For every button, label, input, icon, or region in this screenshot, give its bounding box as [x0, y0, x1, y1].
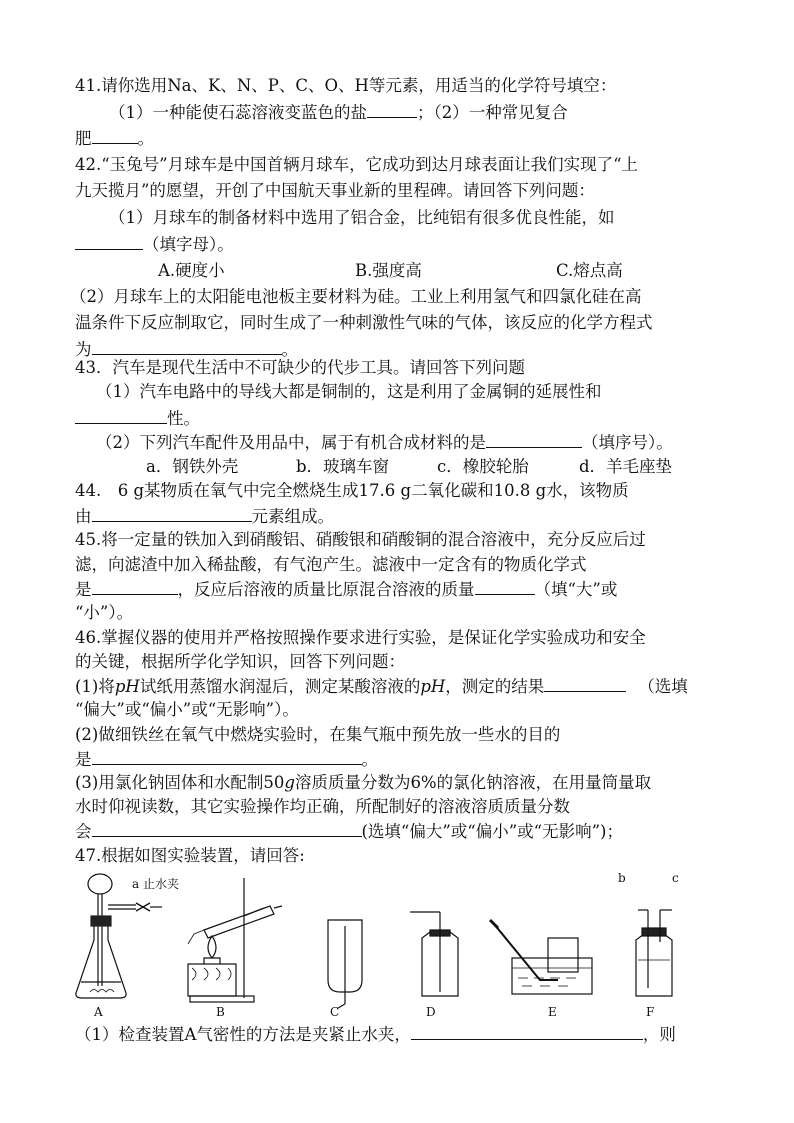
q46-line2: 的关键，根据所学化学知识，回答下列问题：: [75, 652, 405, 671]
q42-blank1[interactable]: [75, 234, 143, 250]
q44-blank[interactable]: [92, 506, 252, 522]
q46-part3-line1: [75, 773, 651, 793]
figure-label-a: A: [94, 1005, 103, 1018]
q43-blank2[interactable]: [486, 432, 582, 448]
q46-part1-lead: (1)将: [75, 677, 115, 696]
q46-ph-term: pH: [114, 677, 140, 696]
q45-line2: 滤，向滤渣中加入稀盐酸，有气泡产生。滤液中一定含有的物质化学式: [75, 555, 587, 574]
q46-part1-result: ，测定的结果: [445, 677, 545, 696]
q42-blank2[interactable]: [92, 339, 282, 355]
q41-blank2[interactable]: [92, 128, 138, 144]
figure-label-c: C: [330, 1005, 340, 1018]
q41-part2-lead: 肥: [75, 129, 92, 148]
port-b-label: b: [618, 871, 626, 885]
q45-blank2[interactable]: [475, 579, 535, 595]
q46-part3-lead: (3)用氯化钠固体和水配制50: [75, 773, 285, 792]
port-c-label: c: [672, 871, 679, 885]
q47-blank1[interactable]: [411, 1024, 643, 1040]
q46-part2-line2: [75, 749, 378, 770]
q44-lead: 由: [75, 507, 92, 526]
q45-lead: 是: [75, 580, 92, 599]
q41-part2-end: 。: [137, 129, 154, 148]
q43-part1: （1）汽车电路中的导线大都是铜制的，这是利用了金属铜的延展性和: [96, 382, 602, 401]
q43-option-c: c．橡胶轮胎: [437, 457, 529, 476]
apparatus-a-flask: [76, 874, 162, 998]
q43-part2-text: （2）下列汽车配件及用品中，属于有机合成材料的是: [96, 433, 486, 452]
apparatus-figure: [70, 868, 730, 1018]
q42-part1-cont: [75, 234, 234, 255]
figure-label-e: E: [548, 1005, 557, 1018]
q46-ph-term2: pH: [420, 677, 446, 696]
q44-end: 元素组成。: [251, 507, 334, 526]
q45-line1: 45.将一定量的铁加入到硝酸铝、硝酸银和硝酸铜的混合溶液中，充分反应后过: [75, 530, 646, 549]
q44-answer-line: [75, 506, 334, 527]
q46-part1: [75, 676, 688, 697]
q46-part1-choose: （选填: [638, 677, 688, 696]
clamp-a-label: a 止水夹: [132, 877, 179, 891]
q46-part1-text: 试纸用蒸馏水润湿后，测定某酸溶液的: [139, 677, 421, 696]
q46-part2-end: 。: [361, 750, 378, 769]
q42-part2-lead: 为: [75, 340, 92, 359]
q42-part1-end: （填字母）。: [143, 235, 234, 254]
q46-blank3[interactable]: [92, 821, 362, 837]
q43-part1-end: 性。: [167, 409, 200, 428]
q41-part2-text: ；（2）一种常见复合: [417, 103, 568, 122]
q42-option-a: A.硬度小: [158, 261, 225, 280]
q43-option-a: a．钢铁外壳: [146, 457, 239, 476]
q45-line3: [75, 579, 617, 600]
q46-gram-unit: g: [284, 773, 295, 792]
q45-line4: “小”）。: [75, 603, 134, 622]
q42-part1: （1）月球车的制备材料中选用了铝合金，比纯铝有很多优良性能，如: [109, 208, 615, 227]
q47-part1: [75, 1024, 676, 1045]
q46-blank1[interactable]: [544, 676, 626, 692]
q42-stem-line2: 九天揽月”的愿望，开创了中国航天事业新的里程碑。请回答下列问题：: [75, 181, 595, 200]
q46-part3-options: (选填“偏大”或“偏小”或“无影响”)；: [361, 822, 623, 841]
q43-blank1[interactable]: [75, 408, 167, 424]
q46-part1-options: “偏大”或“偏小”或“无影响”）。: [75, 700, 299, 719]
q43-option-d: d．羊毛座垫: [579, 457, 673, 476]
q46-part3-text: 溶质质量分数为6%的氯化钠溶液，在用量筒量取: [294, 773, 652, 792]
q42-part2-end: 。: [281, 340, 298, 359]
q44-stem: 44. 6 g某物质在氧气中完全燃烧生成17.6 g二氧化碳和10.8 g水，该物质: [75, 481, 629, 500]
q46-line1: 46.掌握仪器的使用并严格按照操作要求进行实验，是保证化学实验成功和安全: [75, 628, 646, 647]
q42-stem-line1: 42.“玉兔号”月球车是中国首辆月球车，它成功到达月球表面让我们实现了“上: [75, 155, 639, 174]
q45-blank1[interactable]: [92, 579, 178, 595]
q43-stem: 43．汽车是现代生活中不可缺少的代步工具。请回答下列问题: [75, 358, 525, 377]
apparatus-d-bottle: [410, 912, 458, 996]
apparatus-e-trough: [490, 920, 592, 994]
q43-part2-end: （填序号）。: [582, 433, 673, 452]
q41-part2-cont: [75, 128, 154, 149]
q41-stem: 41.请你选用Na、K、N、P、C、O、H等元素，用适当的化学符号填空：: [75, 76, 617, 95]
q43-part2: [96, 432, 673, 453]
q45-mid: ，反应后溶液的质量比原混合溶液的质量: [177, 580, 475, 599]
figure-label-d: D: [426, 1005, 436, 1018]
q46-part2-lead: 是: [75, 750, 92, 769]
apparatus-c-collector: [328, 920, 362, 1008]
apparatus-b-heating: [188, 878, 282, 1002]
q42-part2-line2: 温条件下反应制取它，同时生成了一种刺激性气味的气体，该反应的化学方程式: [75, 313, 653, 332]
q46-part2-line1: (2)做细铁丝在氧气中燃烧实验时，在集气瓶中预先放一些水的目的: [75, 725, 561, 744]
q41-part1: [109, 102, 568, 123]
q47-stem: 47.根据如图实验装置，请回答:: [75, 846, 305, 865]
q42-option-c: C.熔点高: [556, 261, 623, 280]
q46-part3-line2: 水时仰视读数，其它实验操作均正确，所配制好的溶液溶质质量分数: [75, 797, 570, 816]
apparatus-f-washbottle: [636, 910, 672, 996]
q43-option-b: b．玻璃车窗: [296, 457, 390, 476]
q45-end: （填“大”或: [534, 580, 618, 599]
q47-part1-text: （1）检查装置A气密性的方法是夹紧止水夹，: [75, 1025, 411, 1044]
q46-blank2[interactable]: [92, 749, 362, 765]
figure-label-f: F: [646, 1005, 655, 1018]
q46-part3-lead2: 会: [75, 822, 92, 841]
figure-label-b: B: [216, 1005, 225, 1018]
q42-option-b: B.强度高: [355, 261, 422, 280]
q41-part1-text: （1）一种能使石蕊溶液变蓝色的盐: [109, 103, 367, 122]
q47-part1-end: ，则: [642, 1025, 676, 1044]
q41-blank1[interactable]: [367, 102, 417, 118]
q43-part1-cont: [75, 408, 200, 429]
q42-part2-line1: （2）月球车上的太阳能电池板主要材料为硅。工业上利用氢气和四氯化硅在高: [70, 287, 642, 306]
q46-part3-line3: [75, 821, 623, 842]
q42-part2-line3: [75, 339, 298, 360]
